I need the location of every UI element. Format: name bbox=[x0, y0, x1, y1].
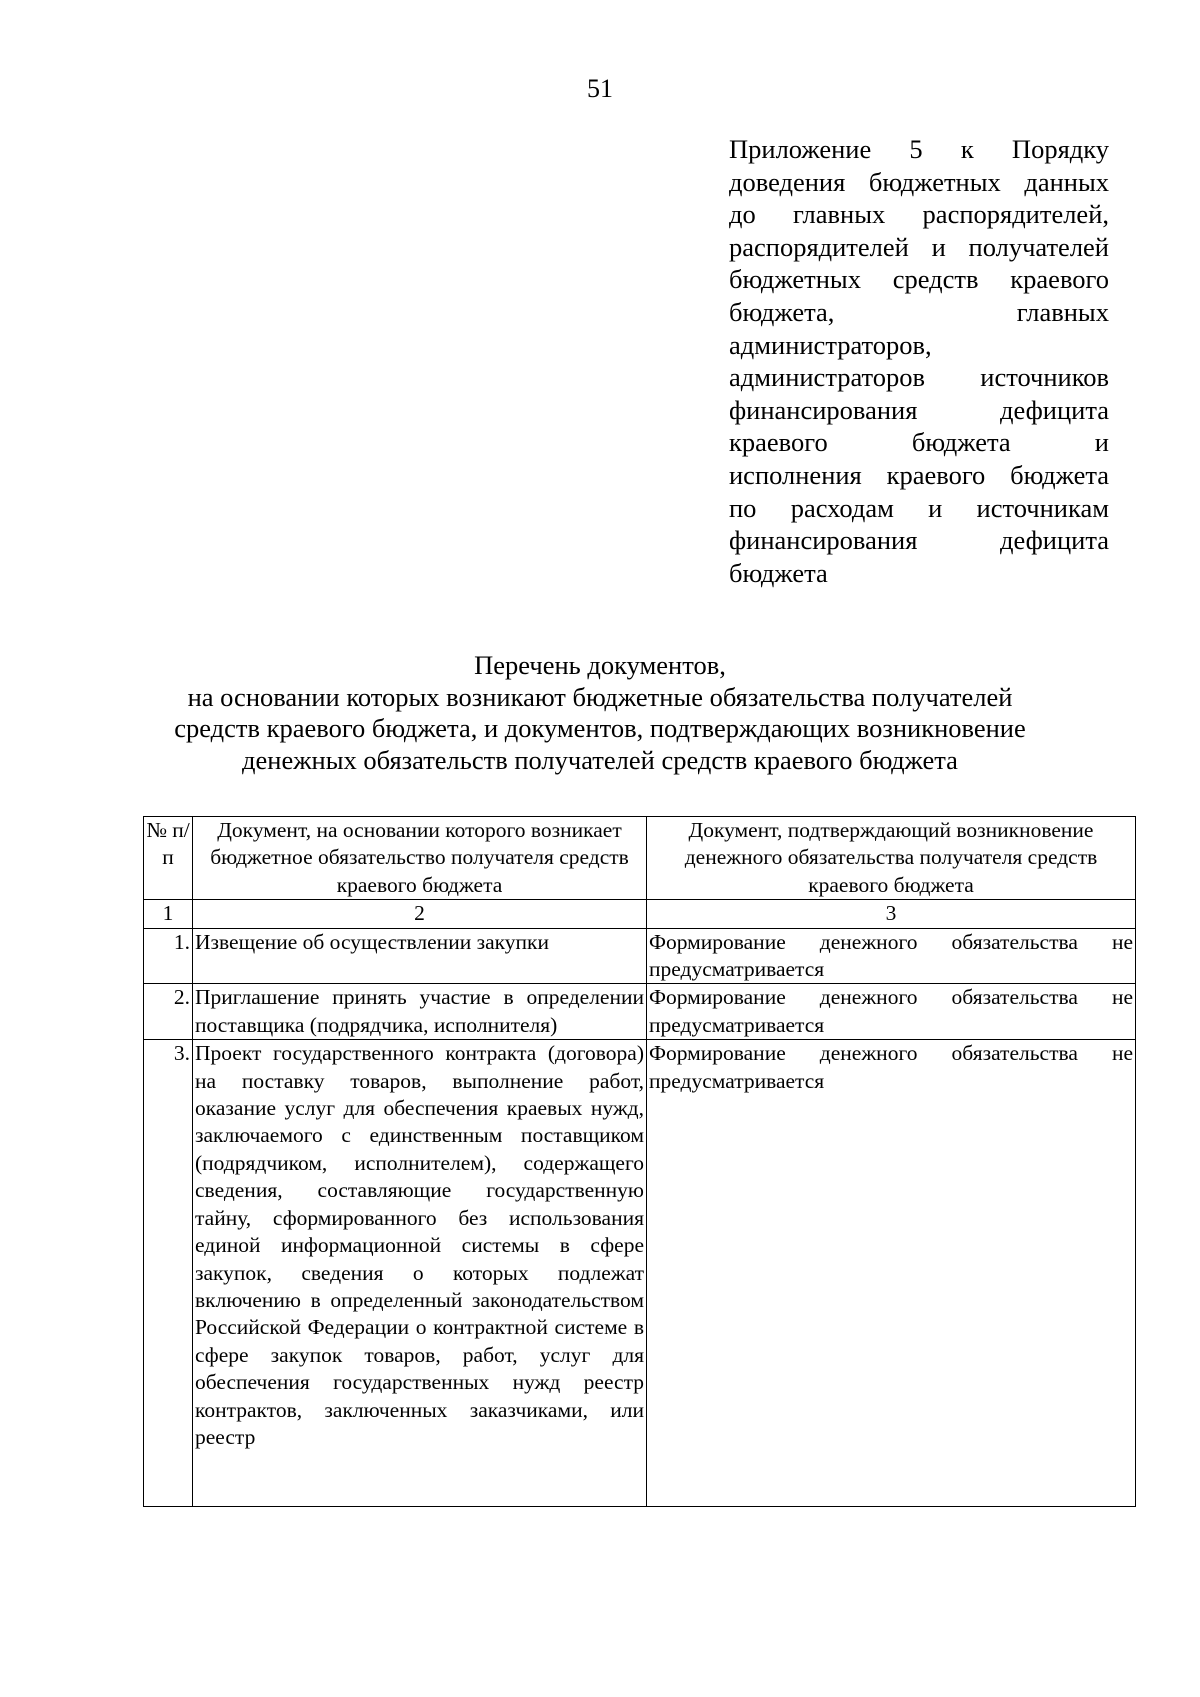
appendix-note bbox=[729, 133, 1109, 589]
column-numbers-row bbox=[144, 900, 1136, 928]
row-number: 2. bbox=[144, 984, 193, 1040]
table-header-row bbox=[144, 817, 1136, 900]
basis-document-cell: Проект государственного контракта (договора) на поставку товаров, выполнение работ, оказание услуг для обеспечения краевых нужд, заключаемого с единственным поставщиком (подрядчиком, исполнителем), содержащего сведения, составляющие государственную тайну, сформированного без использования единой информационной системы в сфере закупок, сведения о которых подлежат включению в определенный законодательством Российской Федерации о контрактной системе в сфере закупок товаров, работ, услуг для обеспечения государственных нужд реестр контрактов, заключенных заказчиками, или реестр bbox=[193, 1040, 647, 1507]
row-number: 3. bbox=[144, 1040, 193, 1507]
column-number: 1 bbox=[144, 900, 193, 928]
appendix-line: Приложение 5 к Порядку bbox=[729, 134, 1109, 164]
document-title bbox=[0, 650, 1200, 776]
appendix-line: бюджета, главных bbox=[729, 296, 1109, 327]
appendix-line: финансирования дефицита bbox=[729, 394, 1109, 425]
appendix-line: доведения бюджетных данных bbox=[729, 166, 1109, 197]
appendix-line: финансирования дефицита bbox=[729, 525, 1109, 556]
appendix-line: исполнения краевого бюджета bbox=[729, 459, 1109, 490]
confirming-document-cell: Формирование денежного обязательства не предусматривается bbox=[647, 928, 1136, 984]
appendix-line: бюджетных средств краевого bbox=[729, 264, 1109, 295]
appendix-line: до главных распорядителей, bbox=[729, 199, 1109, 230]
title-line: денежных обязательств получателей средств краевого бюджета bbox=[242, 744, 958, 775]
column-number: 3 bbox=[647, 900, 1136, 928]
appendix-line: администраторов, bbox=[729, 329, 932, 360]
column-number: 2 bbox=[193, 900, 647, 928]
appendix-line: по расходам и источникам bbox=[729, 492, 1109, 523]
basis-document-cell: Приглашение принять участие в определении поставщика (подрядчика, исполнителя) bbox=[193, 984, 647, 1040]
row-number: 1. bbox=[144, 928, 193, 984]
header-number: № п/п bbox=[144, 817, 193, 900]
table-row bbox=[144, 1040, 1136, 1507]
appendix-line: распорядителей и получателей bbox=[729, 231, 1109, 262]
basis-document-cell: Извещение об осуществлении закупки bbox=[193, 928, 647, 984]
table-row bbox=[144, 984, 1136, 1040]
confirming-document-cell: Формирование денежного обязательства не предусматривается bbox=[647, 984, 1136, 1040]
appendix-line: краевого бюджета и bbox=[729, 427, 1109, 458]
header-confirming-document: Документ, подтверждающий возникновение денежного обязательства получателя средств краевого бюджета bbox=[647, 817, 1136, 900]
table-row bbox=[144, 928, 1136, 984]
title-line: Перечень документов, bbox=[474, 650, 726, 680]
documents-table bbox=[143, 816, 1136, 1507]
title-line: на основании которых возникают бюджетные обязательства получателей bbox=[187, 681, 1013, 712]
page-number: 51 bbox=[587, 74, 613, 103]
confirming-document-cell: Формирование денежного обязательства не предусматривается bbox=[647, 1040, 1136, 1507]
appendix-line: администраторов источников bbox=[729, 362, 1109, 393]
appendix-line: бюджета bbox=[729, 557, 828, 588]
title-line: средств краевого бюджета, и документов, подтверждающих возникновение bbox=[174, 713, 1026, 743]
header-basis-document: Документ, на основании которого возникает бюджетное обязательство получателя средств краевого бюджета bbox=[193, 817, 647, 900]
